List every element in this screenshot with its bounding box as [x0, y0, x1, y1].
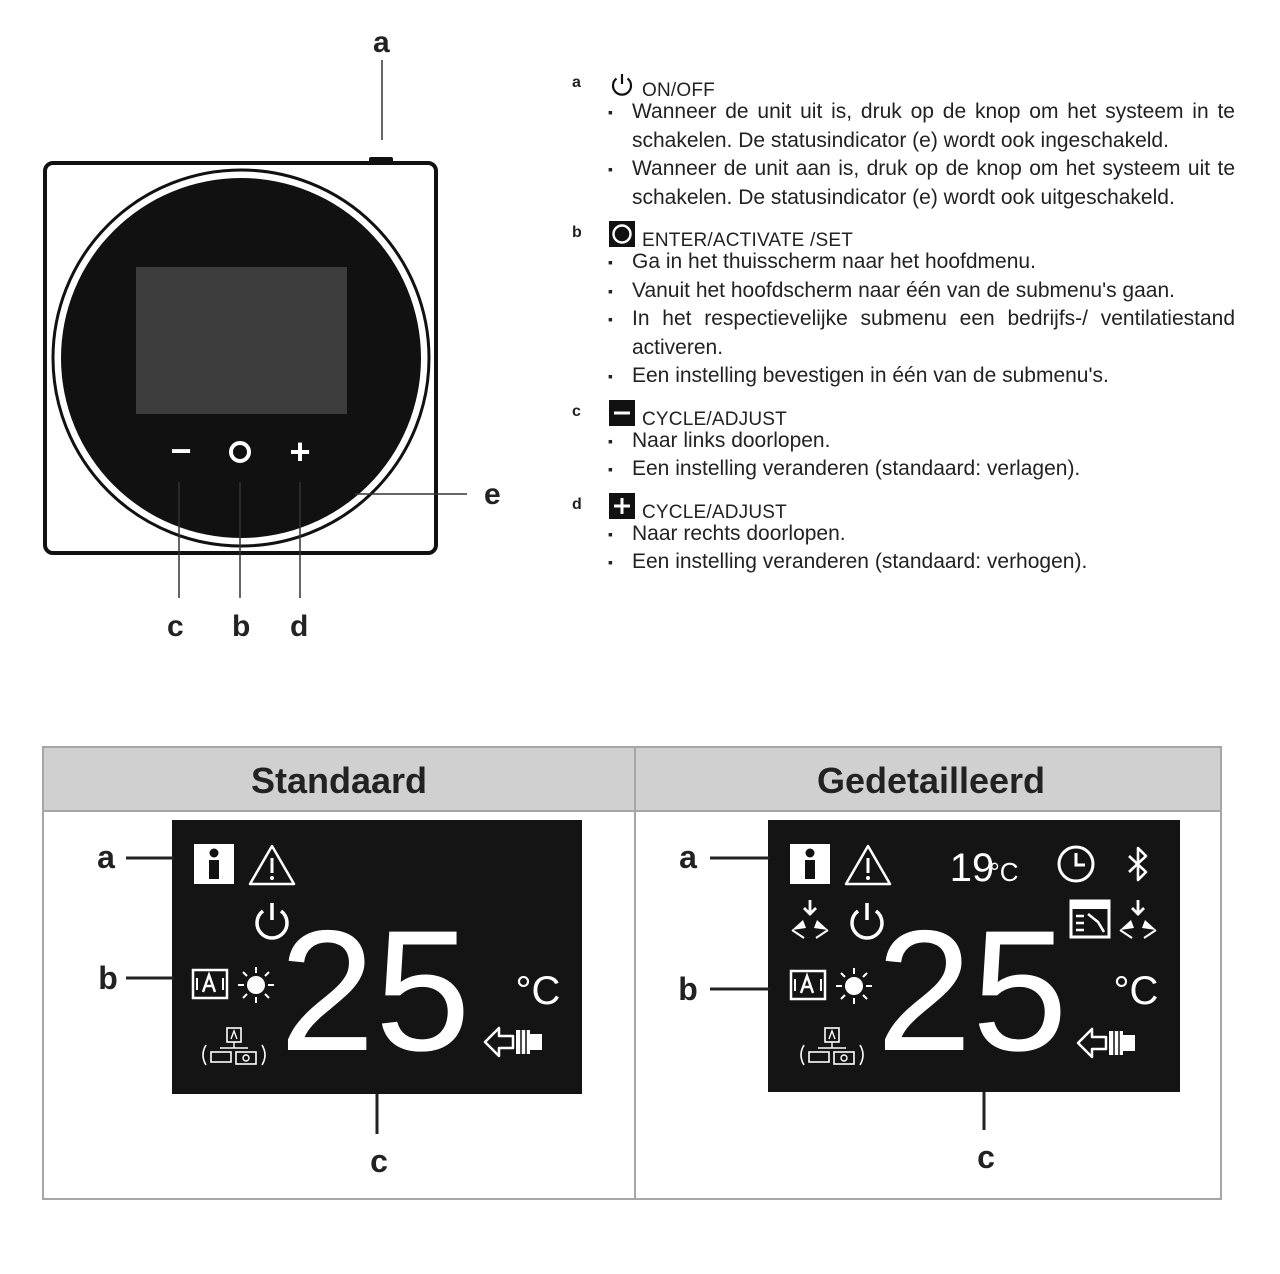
plus-square-icon [608, 492, 636, 520]
room-temperature-unit: °C [989, 857, 1019, 887]
callout-a: a [373, 26, 390, 59]
legend-bullet: ▪ In het respectievelijke submenu een bedrijfs-/ ventilatiestand activeren. [632, 305, 1235, 362]
legend-bullet: ▪ Wanneer de unit uit is, druk op de knop om het systeem in te schakelen. De statusindicator (e) wordt ook ingeschakeld. [632, 98, 1235, 155]
minus-button[interactable]: − [170, 430, 192, 471]
power-button[interactable] [369, 157, 393, 164]
enter-circle-icon [608, 220, 636, 248]
legend-item-c [570, 397, 1235, 484]
legend-title: ON/OFF [642, 80, 715, 101]
callout-b: b [678, 971, 698, 1007]
power-icon [608, 70, 636, 98]
temperature-unit: °C [515, 969, 561, 1013]
info-icon [790, 844, 830, 884]
callout-a: a [679, 839, 697, 875]
setpoint-value: 25 [279, 895, 471, 1087]
plus-button[interactable]: + [289, 431, 311, 472]
legend-bullet: ▪ Een instelling bevestigen in één van de submenu's. [632, 362, 1235, 391]
callout-d: d [290, 610, 309, 643]
temperature-unit: °C [1113, 969, 1159, 1013]
legend-bullet: ▪ Naar links doorlopen. [632, 427, 1235, 456]
controller-screen [136, 267, 347, 414]
legend-bullet: ▪ Vanuit het hoofdscherm naar één van de submenu's gaan. [632, 277, 1235, 306]
button-legend [570, 68, 1235, 583]
legend-letter: b [572, 224, 582, 241]
callout-b: b [232, 610, 251, 643]
screen-standaard [172, 820, 582, 1094]
minus-square-icon [608, 399, 636, 427]
callout-b: b [98, 960, 118, 996]
callout-c: c [370, 1143, 388, 1179]
legend-bullet: ▪ Wanneer de unit aan is, druk op de knop om het systeem uit te schakelen. De statusindicator (e) wordt ook uitgeschakeld. [632, 155, 1235, 212]
legend-letter: a [572, 74, 581, 91]
controller-drawing [0, 0, 540, 660]
legend-bullet: ▪ Een instelling veranderen (standaard: verlagen). [632, 455, 1235, 484]
legend-bullet: ▪ Een instelling veranderen (standaard: verhogen). [632, 548, 1235, 577]
column-header-gedetailleerd: Gedetailleerd [816, 760, 1046, 801]
legend-letter: d [572, 495, 582, 513]
legend-bullet: ▪ Ga in het thuisscherm naar het hoofdmenu. [632, 248, 1235, 277]
legend-title: CYCLE/ADJUST [642, 501, 787, 523]
setpoint-value: 25 [876, 895, 1068, 1087]
callout-c: c [977, 1139, 995, 1175]
heating-sun-icon [238, 967, 274, 1003]
callout-e: e [484, 478, 501, 511]
legend-item-d [570, 490, 1235, 577]
display-comparison-table [42, 746, 1222, 1200]
column-header-standaard: Standaard [250, 760, 428, 801]
room-temperature: 19 [949, 846, 995, 890]
legend-bullet: ▪ Naar rechts doorlopen. [632, 520, 1235, 549]
callout-a: a [97, 839, 115, 875]
legend-title: CYCLE/ADJUST [642, 408, 787, 430]
heating-sun-icon [836, 968, 872, 1004]
screen-gedetailleerd [768, 820, 1180, 1092]
info-icon [194, 844, 234, 884]
screens-drawing [44, 748, 1220, 1198]
legend-letter: c [572, 402, 581, 420]
legend-title: ENTER/ACTIVATE /SET [642, 230, 854, 251]
callout-c: c [167, 610, 184, 643]
legend-item-b [570, 218, 1235, 391]
legend-item-a [570, 68, 1235, 212]
